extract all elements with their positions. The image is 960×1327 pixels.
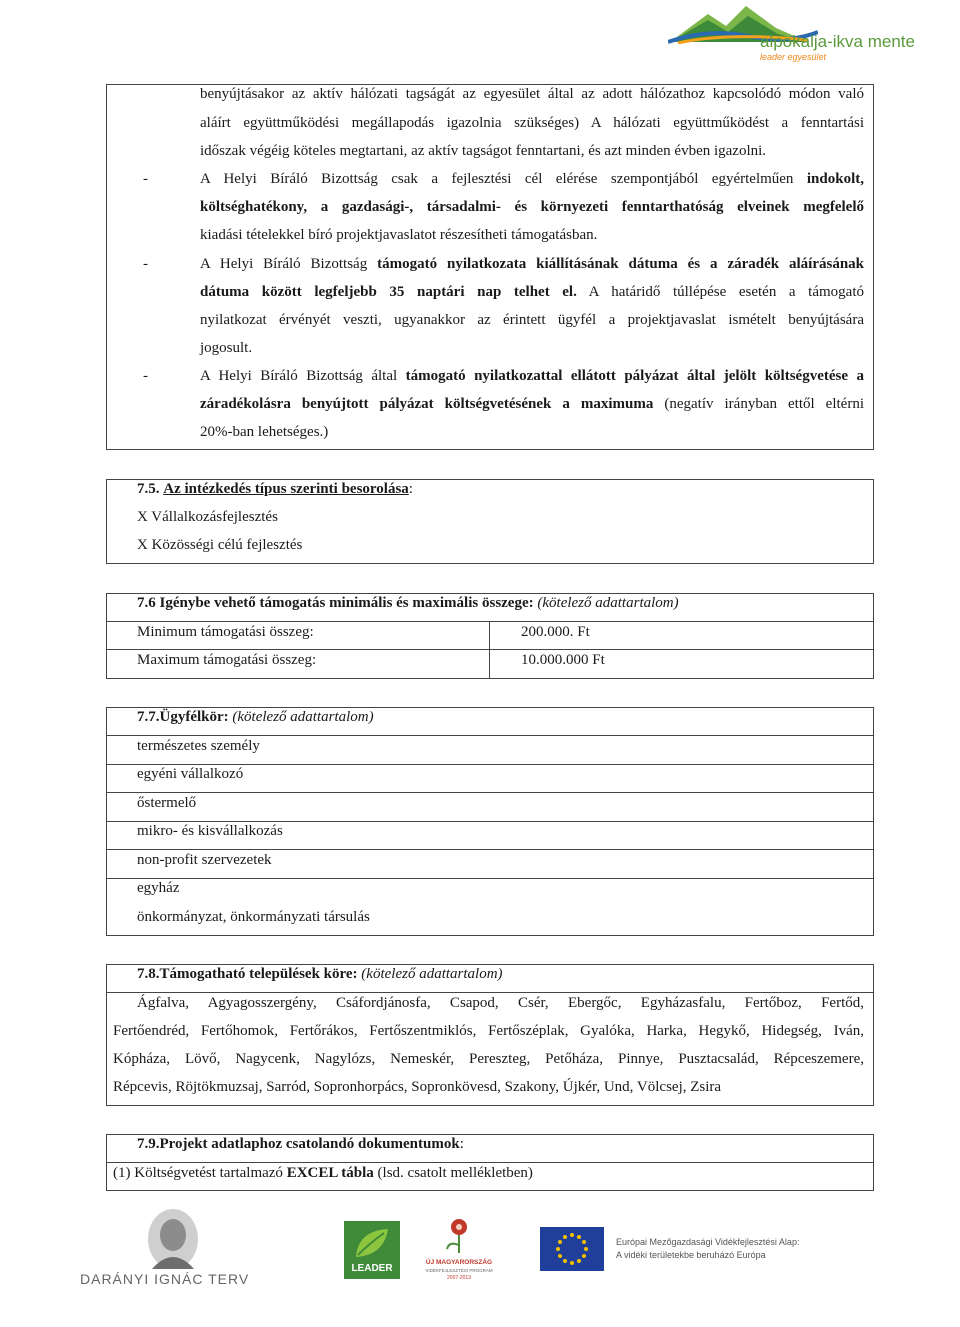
logo-subtitle: leader egyesület [760, 52, 827, 62]
list-item: X Közösségi célú fejlesztés [137, 537, 303, 553]
portrait-icon [146, 1207, 200, 1271]
umvp-text-3: 2007-2013 [447, 1275, 471, 1281]
bullet-line: 20%-ban lehetséges.) [200, 424, 329, 440]
section-7-7-title: 7.7.Ügyfélkör: (kötelező adattartalom) [137, 709, 374, 725]
table-cell-label: Maximum támogatási összeg: [137, 652, 317, 668]
eu-stars-icon [540, 1227, 604, 1271]
bullet-line: záradékolásra benyújtott pályázat költségvetésének a maximuma (negatív irányban ettől eltérni [200, 396, 864, 412]
leader-logo [344, 1221, 400, 1279]
flower-icon [439, 1213, 479, 1255]
bullet-line: költséghatékony, a gazdasági-, társadalmi- és környezeti fenntarthatóság elveinek megfelelő [200, 199, 864, 215]
list-item: őstermelő [137, 795, 197, 811]
list-item: természetes személy [137, 738, 260, 754]
bullet-dash: - [143, 171, 148, 187]
leaf-icon [352, 1225, 392, 1261]
list-item: mikro- és kisvállalkozás [137, 823, 283, 839]
table-cell-value: 200.000. Ft [521, 624, 590, 640]
table-cell-value: 10.000.000 Ft [521, 652, 605, 668]
settlement-line: Répcevis, Röjtökmuzsaj, Sarród, Sopronhorpács, Sopronkövesd, Szakony, Újkér, Und, Völcsej, Zsira [113, 1079, 722, 1095]
section-7-5-title: 7.5. Az intézkedés típus szerinti besorolása: [137, 481, 413, 497]
bullet-line: jogosult. [200, 340, 253, 356]
paragraph-line: aláírt együttműködési megállapodás igazolnia szükséges) A hálózati együttműködést a fenntartási [200, 115, 864, 131]
bullet-line: A Helyi Bíráló Bizottság csak a fejlesztési cél elérése szempontjából egyértelműen indokolt, [200, 171, 864, 187]
logo-name: alpokalja-ikva mente [760, 32, 915, 51]
section-7-8-title: 7.8.Támogatható települések köre: (kötelező adattartalom) [137, 966, 503, 982]
list-item: X Vállalkozásfejlesztés [137, 509, 278, 525]
daranyi-logo [78, 1207, 268, 1297]
eu-flag [540, 1227, 604, 1271]
bullet-line: kiadási tételekkel bíró projektjavaslatot részesítheti támogatásban. [200, 227, 598, 243]
bullet-dash: - [143, 368, 148, 384]
section-7-9-title: 7.9.Projekt adatlaphoz csatolandó dokumentumok: [137, 1136, 464, 1152]
settlement-line: Fertőendréd, Fertőhomok, Fertőrákos, Fertőszentmiklós, Fertőszéplak, Gyalóka, Harka, Hegykő, Hidegség, Iván, [113, 1023, 864, 1039]
daranyi-text: DARÁNYI IGNÁC TERV [80, 1271, 250, 1287]
bullet-line: dátuma között legfeljebb 35 naptári nap telhet el. A határidő túllépése esetén a támogató [200, 284, 864, 300]
footer-logos [0, 1205, 960, 1327]
umvp-logo [424, 1213, 494, 1295]
list-item: egyéni vállalkozó [137, 766, 244, 782]
bullet-dash: - [143, 256, 148, 272]
paragraph-line: időszak végéig köteles megtartani, az aktív tagságot fenntartani, és azt minden évben igazolni. [200, 143, 767, 159]
leader-text: LEADER [351, 1263, 393, 1274]
list-item: non-profit szervezetek [137, 852, 272, 868]
settlement-line: Kópháza, Lövő, Nagycenk, Nagylózs, Nemeskér, Pereszteg, Petőháza, Pinnye, Pusztacsalád, Répceszemere, [113, 1051, 864, 1067]
list-item: egyház [137, 880, 180, 896]
paragraph-line: benyújtásakor az aktív hálózati tagságát az egyesület által az adott hálózathoz kapcsolódó módon való [200, 86, 864, 102]
umvp-text-2: VIDÉKFEJLESZTÉSI PROGRAM [425, 1268, 493, 1273]
eu-text-1: Európai Mezőgazdasági Vidékfejlesztési Alap: [616, 1237, 800, 1247]
settlement-line: Ágfalva, Agyagosszergény, Csáfordjánosfa, Csapod, Csér, Ebergőc, Egyházasfalu, Fertőboz, Fertőd, [137, 995, 864, 1011]
bullet-line: A Helyi Bíráló Bizottság által támogató nyilatkozattal ellátott pályázat által jelölt költségvetése a [200, 368, 864, 384]
document-item: (1) Költségvetést tartalmazó EXCEL tábla (lsd. csatolt mellékletben) [113, 1165, 533, 1181]
table-cell-label: Minimum támogatási összeg: [137, 624, 314, 640]
umvp-text-1: ÚJ MAGYARORSZÁG [425, 1259, 493, 1266]
section-7-6-title: 7.6 Igénybe vehető támogatás minimális és maximális összege: (kötelező adattartalom) [137, 595, 679, 611]
list-item: önkormányzat, önkormányzati társulás [137, 909, 370, 925]
bullet-line: nyilatkozat érvényét veszti, ugyanakkor az érintett ügyfél a projektjavaslat ismételt benyújtására [200, 312, 864, 328]
header-logo [660, 2, 940, 64]
eu-text-2: A vidéki területekbe beruházó Európa [616, 1250, 766, 1260]
bullet-line: A Helyi Bíráló Bizottság támogató nyilatkozata kiállításának dátuma és a záradék aláírásának [200, 256, 865, 272]
